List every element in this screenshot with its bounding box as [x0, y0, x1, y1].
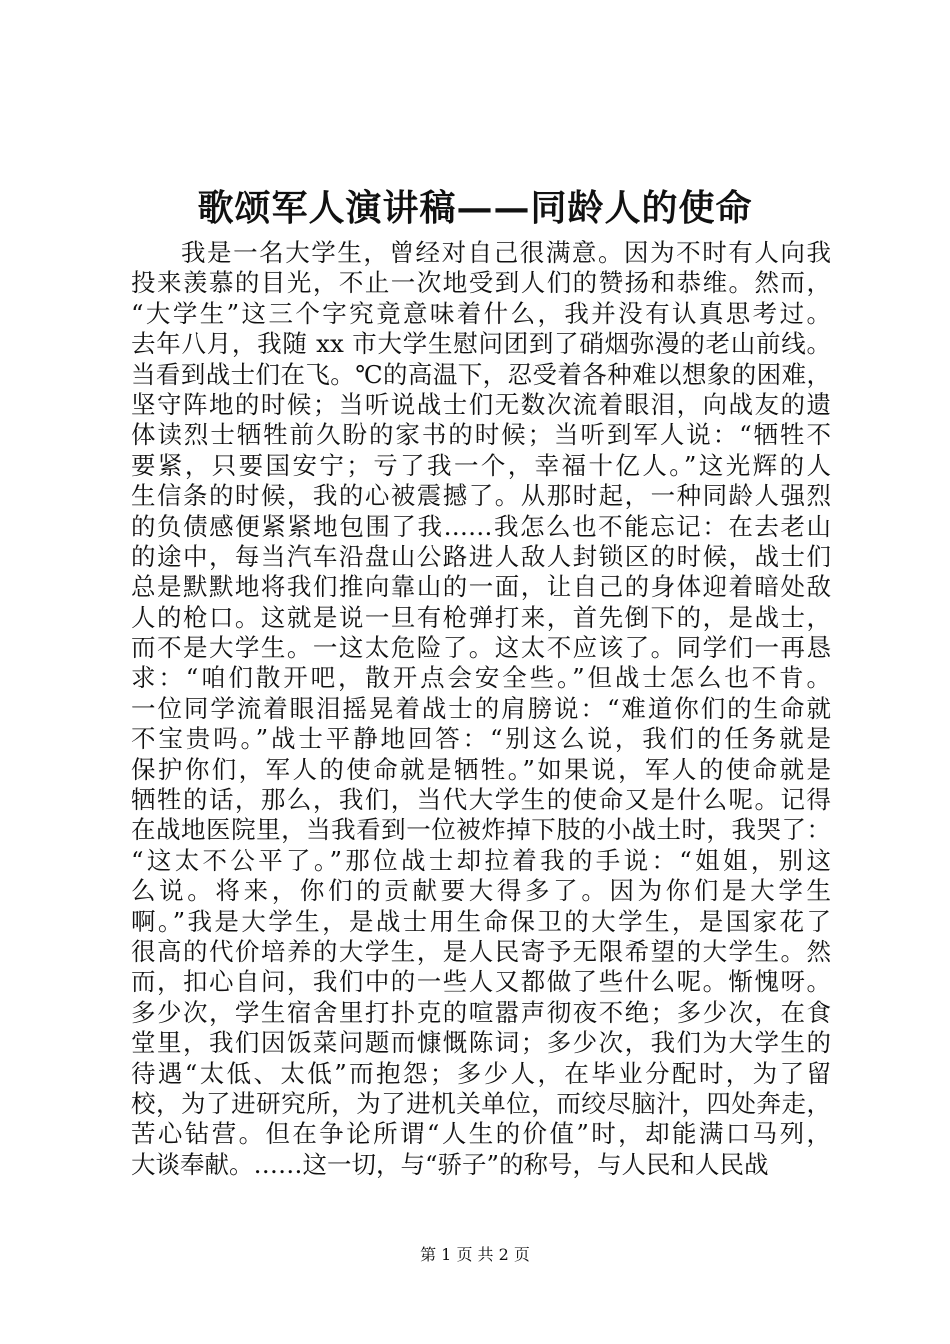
text-line: 多少次，学生宿舍里打扑克的喧嚣声彻夜不绝；多少次，在食 — [131, 997, 831, 1027]
page-number-footer: 第 1 页 共 2 页 — [420, 1245, 530, 1264]
text-line: 很高的代价培养的大学生，是人民寄予无限希望的大学生。然 — [131, 936, 831, 966]
body-paragraph — [131, 238, 831, 1180]
text-line: 当看到战士们在飞。℃的高温下，忍受着各种难以想象的困难， — [131, 359, 831, 389]
text-line: 的途中，每当汽车沿盘山公路进人敌人封锁区的时候，战士们 — [131, 541, 831, 571]
text-line: 在战地医院里，当我看到一位被炸掉下肢的小战土时，我哭了： — [131, 815, 831, 845]
text-line: 牺牲的话，那么，我们，当代大学生的使命又是什么呢。记得 — [131, 785, 831, 815]
text-line: “大学生”这三个字究竟意味着什么，我并没有认真思考过。 — [131, 298, 831, 328]
text-line: 坚守阵地的时候；当听说战士们无数次流着眼泪，向战友的遗 — [131, 389, 831, 419]
text-line: 么说。将来，你们的贡献要大得多了。因为你们是大学生 — [131, 876, 831, 906]
text-line: 的负债感便紧紧地包围了我……我怎么也不能忘记：在去老山 — [131, 511, 831, 541]
text-line: 而，扣心自问，我们中的一些人又都做了些什么呢。惭愧呀。 — [131, 967, 831, 997]
text-line: 总是默默地将我们推向靠山的一面，让自己的身体迎着暗处敌 — [131, 572, 831, 602]
text-line: 求：“咱们散开吧，散开点会安全些。”但战士怎么也不肯。 — [131, 663, 831, 693]
text-line: 体读烈士牺牲前久盼的家书的时候；当听到军人说：“牺牲不 — [131, 420, 831, 450]
text-line: 待遇“太低、太低”而抱怨；多少人，在毕业分配时，为了留 — [131, 1058, 831, 1088]
text-line: 一位同学流着眼泪摇晃着战士的肩膀说：“难道你们的生命就 — [131, 693, 831, 723]
text-line: 大谈奉献。……这一切，与“骄子”的称号，与人民和人民战 — [131, 1149, 769, 1179]
text-line: 我是一名大学生，曾经对自己很满意。因为不时有人向我 — [181, 238, 831, 267]
text-line: 人的枪口。这就是说一旦有枪弹打来，首先倒下的，是战士， — [131, 602, 831, 632]
text-line: 生信条的时候，我的心被震撼了。从那时起，一种同龄人强烈 — [131, 481, 831, 511]
text-line: 要紧，只要国安宁；亏了我一个，幸福十亿人。”这光辉的人 — [131, 450, 831, 480]
text-line: 而不是大学生。一这太危险了。这太不应该了。同学们一再恳 — [131, 633, 831, 663]
text-line: 去年八月，我随 xx 市大学生慰问团到了硝烟弥漫的老山前线。 — [131, 329, 831, 359]
text-line: 不宝贵吗。”战士平静地回答：“别这么说，我们的任务就是 — [131, 724, 831, 754]
text-line: “这太不公平了。”那位战士却拉着我的手说：“姐姐，别这 — [131, 845, 831, 875]
text-line: 啊。”我是大学生，是战士用生命保卫的大学生，是国家花了 — [131, 906, 831, 936]
text-line: 校，为了进研究所，为了进机关单位，而绞尽脑汁，四处奔走， — [131, 1088, 831, 1118]
text-line: 投来羡慕的目光，不止一次地受到人们的赞扬和恭维。然而， — [131, 268, 831, 298]
text-line: 堂里，我们因饭菜问题而慷慨陈词；多少次，我们为大学生的 — [131, 1028, 831, 1058]
text-line: 苦心钻营。但在争论所谓“人生的价值”时，却能满口马列， — [131, 1119, 831, 1149]
document-title: 歌颂军人演讲稿——同龄人的使命 — [197, 187, 753, 229]
text-line: 保护你们，军人的使命就是牺牲。”如果说，军人的使命就是 — [131, 754, 831, 784]
